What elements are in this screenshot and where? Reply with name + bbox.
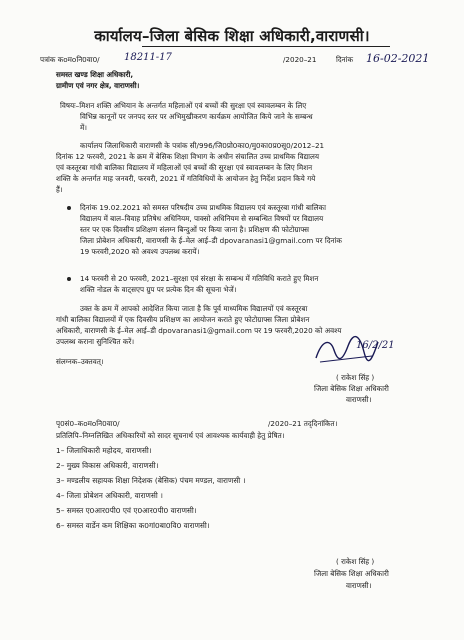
bullet2-line-2: शक्ति नोडल के वाट्सएप ग्रुप पर प्रत्येक दिन की सूचना भेजें। <box>80 285 237 294</box>
recipient-line-2: ग्रामीण एवं नगर क्षेत्र, वाराणसी। <box>56 81 140 90</box>
body1-line-3: एवं कस्तूरबा गांधी बालिका विद्यालय में महिलाओं एवं बच्चों की सुरक्षा एवं स्वावलम्बन के लिए मिशन <box>56 163 313 172</box>
signature-1-designation: जिला बेसिक शिक्षा अधिकारी <box>314 384 389 393</box>
ref-year: /2020–21 <box>283 55 317 64</box>
ref-date-handwritten: 16-02-2021 <box>366 52 430 65</box>
ref-number-handwritten: 18211-17 <box>124 52 172 63</box>
signature-1-name: ( राकेश सिंह ) <box>336 373 375 382</box>
body2-line-3: अधिकारी, वाराणसी के ई–मेल आई–डी dpovaranasi1@gmail.com पर 19 फरवरी,2020 को अवश्य <box>56 326 342 335</box>
copy-list-item: 6– समस्त वार्डेन कम शिक्षिका क0गां0बा0वि0 वाराणसी। <box>56 521 210 530</box>
subject-line-3: में। <box>80 123 88 132</box>
copy-list-item: 5– समस्त ए0आर0पी0 एवं ए0आर0पी0 वाराणसी। <box>56 506 197 515</box>
signature-2-place: वाराणसी। <box>346 581 372 590</box>
signature-2-name: ( राकेश सिंह ) <box>336 557 375 566</box>
subject-line-1: विषयः–मिशन शक्ति अभियान के अन्तर्गत महिलाओं एवं बच्चों की सुरक्षा एवं स्वावलम्बन के लिए <box>60 101 307 110</box>
body2-line-4: उपलब्ध कराना सुनिश्चित करें। <box>56 337 135 346</box>
ref2-suffix: /2020–21 तद्‌दिनांकित। <box>268 419 338 428</box>
recipient-line-1: समस्त खण्ड शिक्षा अधिकारी, <box>56 70 134 79</box>
copy-list-item: 1– जिलाधिकारी महोदय, वाराणसी। <box>56 446 152 455</box>
body1-line-5: हैं। <box>56 185 63 194</box>
ref-date-label: दिनांक <box>336 55 354 64</box>
bullet1-line-2: विद्यालय में बाल–विवाह प्रतिषेध अधिनियम, पाक्सो अधिनियम से सम्बन्धित विषयों पर विद्यालय <box>80 214 324 223</box>
ref2-prefix: पृ0सं0–कoमoनि0वा0/ <box>56 419 120 428</box>
subject-line-2: विभिन्न कानूनों पर जनपद स्तर पर अभिमुखीकरण कार्यक्रम आयोजित किये जाने के सम्बन्ध <box>80 112 313 121</box>
copy-list-item: 4– जिला प्रोबेशन अधिकारी, वाराणसी । <box>56 491 163 500</box>
body1-line-2: दिनांक 12 फरवरी, 2021 के क्रम में बेसिक शिक्षा विभाग के अधीन संचालित उच्च प्राथमिक विद्यालय <box>56 152 320 161</box>
enclosure-note: संलग्नक–उक्तवत्। <box>56 357 104 366</box>
bullet1-line-5: 19 फरवरी,2020 को अवश्य उपलब्ध करायें। <box>80 247 200 256</box>
signature-1-date-handwritten: 16/2/21 <box>356 340 395 351</box>
body1-line-4: शक्ति के अन्तर्गत माह जनवरी, फरवरी, 2021 में गतिविधियों के आयोजन हेतु निर्देश प्रदान किये गये <box>56 174 316 183</box>
body2-line-1: उक्त के क्रम में आपको आदेशित किया जाता है कि पूर्व माध्यमिक विद्यालयों एवं कस्तूरबा <box>80 304 308 313</box>
body1-line-1: कार्यालय जिलाधिकारी वाराणसी के पत्रांक सी/996/जि0प्रो0का0/मु0का0प्र0सू0/2012–21 <box>80 141 325 150</box>
copy-list-item: 3– मण्डलीय सहायक शिक्षा निदेशक (बेसिक) पंचम मण्डल, वाराणसी । <box>56 476 246 485</box>
bullet1-line-3: स्तर पर एक दिवसीय प्रशिक्षण संलग्न बिन्दुओं पर किया जाना है। प्रशिक्षण की फोटोग्राफ्स <box>80 225 310 234</box>
bullet1-line-4: जिला प्रोबेशन अधिकारी, वाराणसी के ई–मेल आई–डी dpovaranasi1@gmail.com पर दिनांक <box>80 236 342 245</box>
bullet-marker-1 <box>67 206 71 210</box>
bullet1-line-1: दिनांक 19.02.2021 को समस्त परिषदीय उच्च प्राथमिक विद्यालय एवं कस्तूरबा गांधी बालिका <box>80 203 326 212</box>
copy-intro: प्रतिलिपि–निम्नलिखित अधिकारियों को सादर सूचनार्थ एवं आवश्यक कार्यवाही हेतु प्रेषित। <box>56 431 285 440</box>
copy-list-item: 2– मुख्य विकास अधिकारी, वाराणसी। <box>56 461 159 470</box>
bullet-marker-2 <box>67 277 71 281</box>
ref-prefix: पत्रांक कoमoनि0वा0/ <box>40 55 100 64</box>
bullet2-line-1: 14 फरवरी से 20 फरवरी, 2021–सुरक्षा एवं संरक्षा के सम्बन्ध में गतिविधि कराते हुए मिशन <box>80 274 319 283</box>
signature-1-place: वाराणसी। <box>346 395 372 404</box>
signature-2-designation: जिला बेसिक शिक्षा अधिकारी <box>314 569 389 578</box>
letterhead-title: कार्यालय–जिला बेसिक शिक्षा अधिकारी,वाराणसी। <box>94 27 370 45</box>
body2-line-2: गांधी बालिका विद्यालयों में एक दिवसीय प्रशिक्षण का आयोजन कराते हुए फोटोग्राफ्स जिला प्रोबेशन <box>56 315 310 324</box>
letterhead-underline <box>142 46 390 47</box>
